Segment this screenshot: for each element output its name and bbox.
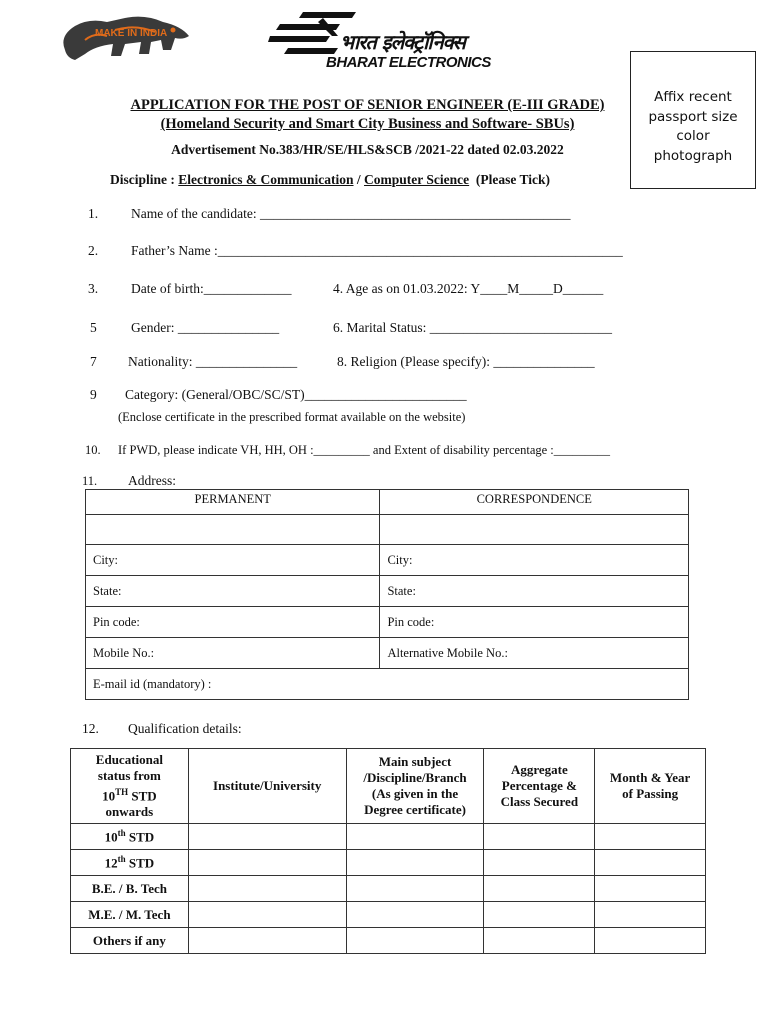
superscript: th [117,853,126,864]
father-name-field[interactable]: Father’s Name :____________________________________________________________ [131,243,623,258]
candidate-name-field[interactable]: Name of the candidate: ______________________________________________ [131,206,571,221]
table-cell[interactable] [188,902,346,928]
row-label-12th [71,850,189,876]
table-row [86,490,689,515]
row-label-be: B.E. / B. Tech [71,876,189,902]
table-cell[interactable] [346,824,484,850]
email-field[interactable]: E-mail id (mandatory) : [86,669,689,700]
table-cell[interactable] [595,902,706,928]
bel-english-wordmark: BHARAT ELECTRONICS [326,54,491,71]
header-line: (As given in the [371,786,459,801]
permanent-city[interactable]: City: [86,545,380,576]
marital-status-field[interactable]: 6. Marital Status: ___________________________ [333,320,612,335]
page-title: APPLICATION FOR THE POST OF SENIOR ENGINEER (E-III GRADE) [130,97,605,113]
mobile-number[interactable]: Mobile No.: [86,638,380,669]
field-number: 11. [82,474,98,488]
table-cell[interactable] [484,850,595,876]
table-cell[interactable] [484,928,595,954]
make-in-india-text: MAKE IN INDIA [95,28,168,39]
row-label: 12 [104,855,118,871]
header-line: Main subject [378,754,452,769]
photo-line: Affix recent [654,89,732,105]
gender-field[interactable]: Gender: _______________ [131,320,280,335]
field-number: 2. [88,243,99,258]
category-field[interactable]: Category: (General/OBC/SC/ST)________________________ [125,387,467,402]
discipline-label: Discipline : [110,172,179,187]
header-line: /Discipline/Branch [363,770,467,785]
main-subject-header [346,749,484,824]
permanent-state[interactable]: State: [86,576,380,607]
correspondence-pin[interactable]: Pin code: [380,607,689,638]
header-line: Degree certificate) [364,802,466,817]
correspondence-state[interactable]: State: [380,576,689,607]
institute-header: Institute/University [188,749,346,824]
address-label: Address: [128,473,176,488]
table-cell[interactable] [346,902,484,928]
advertisement-number: Advertisement No.383/HR/SE/HLS&SCB /2021-22 dated 02.03.2022 [171,142,564,157]
qualification-label: Qualification details: [128,721,242,736]
category-note: (Enclose certificate in the prescribed format available on the website) [118,410,466,424]
discipline-option-ece[interactable]: Electronics & Communication [178,172,354,187]
table-cell[interactable] [188,824,346,850]
correspondence-header: CORRESPONDENCE [380,490,689,515]
table-row [86,607,689,638]
header-line: STD [128,788,157,804]
address-table [85,489,689,700]
photo-line: passport size [648,108,738,125]
pwd-field[interactable]: If PWD, please indicate VH, HH, OH :_________ and Extent of disability percentage :_________ [118,443,611,457]
header-line: Educational [95,751,163,767]
row-label-me: M.E. / M. Tech [71,902,189,928]
photo-line: photograph [653,147,733,164]
photo-line: color [676,128,710,144]
row-label-others: Others if any [71,928,189,954]
table-cell[interactable] [484,876,595,902]
table-cell[interactable] [484,902,595,928]
nationality-field[interactable]: Nationality: _______________ [128,354,298,369]
table-cell[interactable] [346,928,484,954]
qualification-table [70,748,706,954]
religion-field[interactable]: 8. Religion (Please specify): _______________ [337,354,595,369]
discipline-option-cs[interactable]: Computer Science [364,172,470,187]
field-number: 12. [82,721,99,736]
permanent-address-input[interactable] [86,515,380,545]
aggregate-header [484,749,595,824]
discipline-separator: / [353,172,365,187]
table-cell[interactable] [188,850,346,876]
table-row [71,824,706,850]
date-of-birth-field[interactable]: Date of birth:_____________ [131,281,292,296]
header-line: Month & Year [609,770,691,785]
table-row [71,850,706,876]
row-label: STD [125,855,155,871]
table-cell[interactable] [188,876,346,902]
month-year-header [595,749,706,824]
header-line: Class Secured [500,794,579,809]
make-in-india-logo [55,10,195,66]
bel-hindi-wordmark: भारत इलेक्ट्रॉनिक्स [340,30,465,54]
permanent-pin[interactable]: Pin code: [86,607,380,638]
page-subtitle: (Homeland Security and Smart City Business and Software- SBUs) [160,116,575,132]
photo-box [630,51,756,189]
table-row [71,749,706,824]
header-line: Aggregate [510,762,568,777]
header-line: onwards [105,804,154,820]
table-row [71,876,706,902]
table-cell[interactable] [188,928,346,954]
header-line: 10 [102,788,116,804]
table-row [71,902,706,928]
table-cell[interactable] [484,824,595,850]
field-number: 10. [85,443,101,457]
table-cell[interactable] [595,824,706,850]
table-row [71,928,706,954]
field-number: 1. [88,206,99,221]
alternative-mobile-number[interactable]: Alternative Mobile No.: [380,638,689,669]
header-line: Percentage & [501,778,577,793]
discipline-note: (Please Tick) [469,172,551,187]
educational-status-header [71,749,189,824]
correspondence-address-input[interactable] [380,515,689,545]
table-row [86,576,689,607]
row-label-10th [71,824,189,850]
table-cell[interactable] [595,876,706,902]
table-row [86,515,689,545]
table-cell[interactable] [595,850,706,876]
permanent-header: PERMANENT [86,490,380,515]
header-line: of Passing [622,786,679,801]
age-field[interactable]: 4. Age as on 01.03.2022: Y____M_____D______ [333,281,604,296]
table-cell[interactable] [346,876,484,902]
table-row [86,545,689,576]
bel-logo [268,8,538,74]
field-number: 9 [90,387,97,402]
superscript: TH [115,786,129,797]
table-cell[interactable] [595,928,706,954]
superscript: th [117,827,126,838]
discipline-line [110,172,550,188]
field-number: 7 [90,354,97,369]
table-row [86,638,689,669]
header-line: status from [97,767,161,783]
row-label: 10 [104,829,118,845]
row-label: STD [125,829,155,845]
field-number: 3. [88,281,99,296]
table-row [86,669,689,700]
table-cell[interactable] [346,850,484,876]
field-number: 5 [90,320,97,335]
correspondence-city[interactable]: City: [380,545,689,576]
